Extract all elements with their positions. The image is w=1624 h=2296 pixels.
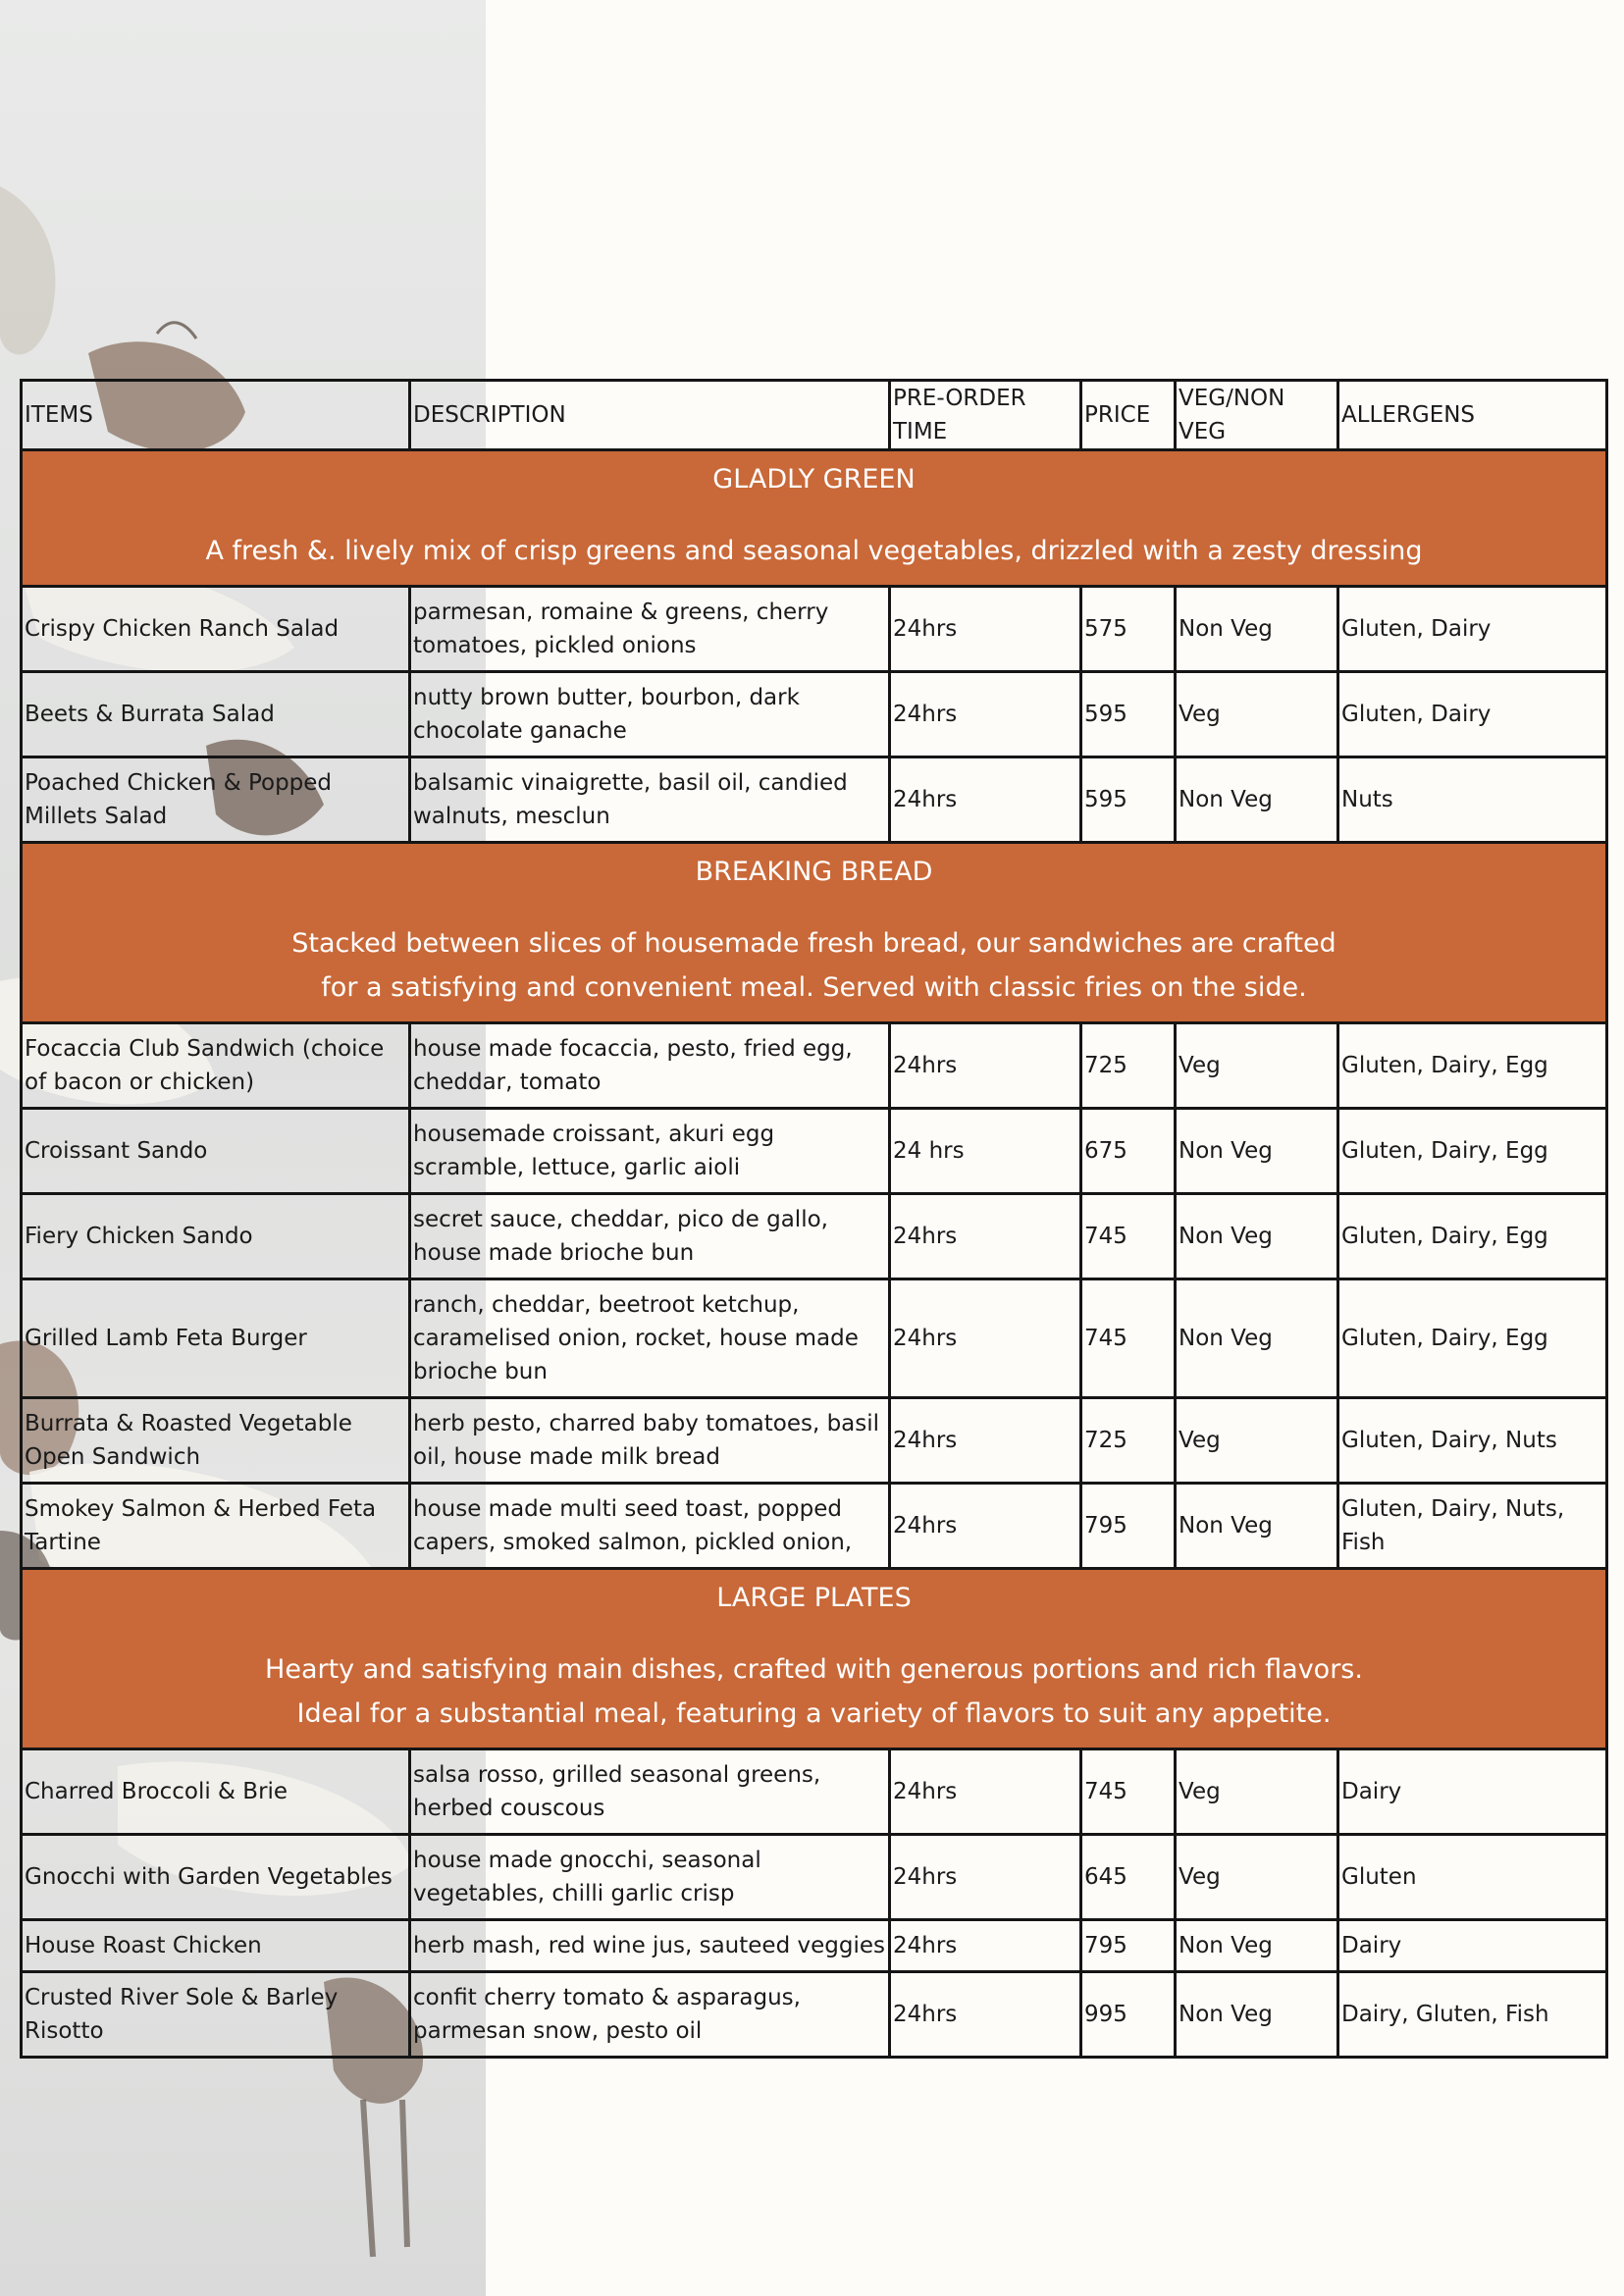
item-description: house made multi seed toast, popped capers, smoked salmon, pickled onion, — [410, 1484, 890, 1569]
item-allergens: Gluten, Dairy, Nuts, Fish — [1338, 1484, 1607, 1569]
item-name: Fiery Chicken Sando — [22, 1194, 410, 1279]
menu-item-row — [22, 1972, 1607, 2058]
section-banner — [22, 843, 1607, 1023]
menu-item-row — [22, 1194, 1607, 1279]
item-veg-type: Veg — [1176, 1749, 1338, 1835]
item-preorder-time: 24hrs — [890, 1023, 1081, 1109]
item-preorder-time: 24hrs — [890, 1484, 1081, 1569]
section-description: Hearty and satisfying main dishes, crafted with generous portions and rich flavors. Ideal for a substantial meal, featuring a variety of flavors to suit any appetite. — [265, 1654, 1363, 1729]
item-description: balsamic vinaigrette, basil oil, candied walnuts, mesclun — [410, 757, 890, 843]
item-allergens: Dairy — [1338, 1920, 1607, 1972]
table-header-row — [22, 381, 1607, 450]
item-price: 725 — [1081, 1023, 1176, 1109]
column-header-price: PRICE — [1081, 381, 1176, 450]
item-name: House Roast Chicken — [22, 1920, 410, 1972]
item-description: nutty brown butter, bourbon, dark chocolate ganache — [410, 672, 890, 757]
item-preorder-time: 24hrs — [890, 1398, 1081, 1484]
column-header-items: ITEMS — [22, 381, 410, 450]
item-name: Gnocchi with Garden Vegetables — [22, 1835, 410, 1920]
item-description: housemade croissant, akuri egg scramble, lettuce, garlic aioli — [410, 1109, 890, 1194]
menu-item-row — [22, 1279, 1607, 1398]
item-price: 575 — [1081, 587, 1176, 672]
item-allergens: Gluten, Dairy, Egg — [1338, 1194, 1607, 1279]
item-price: 995 — [1081, 1972, 1176, 2058]
menu-item-row — [22, 1920, 1607, 1972]
item-name: Poached Chicken & Popped Millets Salad — [22, 757, 410, 843]
item-preorder-time: 24hrs — [890, 1749, 1081, 1835]
item-veg-type: Veg — [1176, 1398, 1338, 1484]
item-allergens: Gluten, Dairy, Nuts — [1338, 1398, 1607, 1484]
item-price: 745 — [1081, 1279, 1176, 1398]
item-veg-type: Non Veg — [1176, 1194, 1338, 1279]
item-preorder-time: 24hrs — [890, 1972, 1081, 2058]
item-veg-type: Non Veg — [1176, 1279, 1338, 1398]
section-title: BREAKING BREAD — [695, 857, 933, 887]
item-name: Burrata & Roasted Vegetable Open Sandwich — [22, 1398, 410, 1484]
item-preorder-time: 24hrs — [890, 757, 1081, 843]
item-veg-type: Non Veg — [1176, 1920, 1338, 1972]
item-allergens: Gluten, Dairy, Egg — [1338, 1109, 1607, 1194]
item-price: 745 — [1081, 1749, 1176, 1835]
item-veg-type: Non Veg — [1176, 587, 1338, 672]
menu-item-row — [22, 587, 1607, 672]
item-preorder-time: 24hrs — [890, 1279, 1081, 1398]
item-preorder-time: 24hrs — [890, 1920, 1081, 1972]
item-description: house made focaccia, pesto, fried egg, cheddar, tomato — [410, 1023, 890, 1109]
item-description: house made gnocchi, seasonal vegetables, chilli garlic crisp — [410, 1835, 890, 1920]
item-description: parmesan, romaine & greens, cherry tomatoes, pickled onions — [410, 587, 890, 672]
item-name: Crusted River Sole & Barley Risotto — [22, 1972, 410, 2058]
item-veg-type: Non Veg — [1176, 757, 1338, 843]
item-veg-type: Veg — [1176, 1835, 1338, 1920]
menu-item-row — [22, 1398, 1607, 1484]
item-preorder-time: 24hrs — [890, 1835, 1081, 1920]
item-allergens: Gluten, Dairy, Egg — [1338, 1023, 1607, 1109]
section-banner — [22, 450, 1607, 587]
item-description: ranch, cheddar, beetroot ketchup, caramelised onion, rocket, house made brioche bun — [410, 1279, 890, 1398]
section-header-large-plates — [22, 1569, 1607, 1749]
item-preorder-time: 24 hrs — [890, 1109, 1081, 1194]
item-price: 795 — [1081, 1484, 1176, 1569]
item-allergens: Gluten, Dairy — [1338, 587, 1607, 672]
item-description: salsa rosso, grilled seasonal greens, herbed couscous — [410, 1749, 890, 1835]
menu-item-row — [22, 1484, 1607, 1569]
item-allergens: Gluten, Dairy — [1338, 672, 1607, 757]
menu-table — [20, 379, 1608, 2059]
menu-item-row — [22, 1835, 1607, 1920]
section-header-gladly-green — [22, 450, 1607, 587]
column-header-preorder-time: PRE-ORDER TIME — [890, 381, 1081, 450]
item-veg-type: Veg — [1176, 672, 1338, 757]
menu-item-row — [22, 672, 1607, 757]
section-header-breaking-bread — [22, 843, 1607, 1023]
section-banner — [22, 1569, 1607, 1749]
column-header-description: DESCRIPTION — [410, 381, 890, 450]
item-allergens: Gluten — [1338, 1835, 1607, 1920]
item-name: Focaccia Club Sandwich (choice of bacon or chicken) — [22, 1023, 410, 1109]
item-description: secret sauce, cheddar, pico de gallo, house made brioche bun — [410, 1194, 890, 1279]
item-description: herb mash, red wine jus, sauteed veggies — [410, 1920, 890, 1972]
item-description: herb pesto, charred baby tomatoes, basil oil, house made milk bread — [410, 1398, 890, 1484]
item-name: Beets & Burrata Salad — [22, 672, 410, 757]
column-header-allergens: ALLERGENS — [1338, 381, 1607, 450]
item-name: Croissant Sando — [22, 1109, 410, 1194]
item-veg-type: Non Veg — [1176, 1972, 1338, 2058]
menu-item-row — [22, 1749, 1607, 1835]
item-preorder-time: 24hrs — [890, 1194, 1081, 1279]
item-name: Charred Broccoli & Brie — [22, 1749, 410, 1835]
item-preorder-time: 24hrs — [890, 672, 1081, 757]
item-price: 595 — [1081, 757, 1176, 843]
item-price: 725 — [1081, 1398, 1176, 1484]
section-description: Stacked between slices of housemade fresh bread, our sandwiches are crafted for a satisfying and convenient meal. Served with classic fries on the side. — [291, 928, 1336, 1003]
item-preorder-time: 24hrs — [890, 587, 1081, 672]
item-price: 595 — [1081, 672, 1176, 757]
item-price: 645 — [1081, 1835, 1176, 1920]
item-description: confit cherry tomato & asparagus, parmesan snow, pesto oil — [410, 1972, 890, 2058]
section-description: A fresh &. lively mix of crisp greens and seasonal vegetables, drizzled with a zesty dressing — [205, 536, 1423, 566]
section-title: GLADLY GREEN — [712, 464, 916, 495]
item-allergens: Nuts — [1338, 757, 1607, 843]
menu-item-row — [22, 757, 1607, 843]
item-price: 745 — [1081, 1194, 1176, 1279]
column-header-veg-non-veg: VEG/NON VEG — [1176, 381, 1338, 450]
item-price: 795 — [1081, 1920, 1176, 1972]
menu-item-row — [22, 1023, 1607, 1109]
section-title: LARGE PLATES — [716, 1583, 912, 1613]
item-price: 675 — [1081, 1109, 1176, 1194]
item-allergens: Dairy — [1338, 1749, 1607, 1835]
menu-item-row — [22, 1109, 1607, 1194]
item-name: Grilled Lamb Feta Burger — [22, 1279, 410, 1398]
item-veg-type: Veg — [1176, 1023, 1338, 1109]
item-veg-type: Non Veg — [1176, 1109, 1338, 1194]
item-name: Crispy Chicken Ranch Salad — [22, 587, 410, 672]
item-veg-type: Non Veg — [1176, 1484, 1338, 1569]
item-allergens: Dairy, Gluten, Fish — [1338, 1972, 1607, 2058]
item-allergens: Gluten, Dairy, Egg — [1338, 1279, 1607, 1398]
item-name: Smokey Salmon & Herbed Feta Tartine — [22, 1484, 410, 1569]
